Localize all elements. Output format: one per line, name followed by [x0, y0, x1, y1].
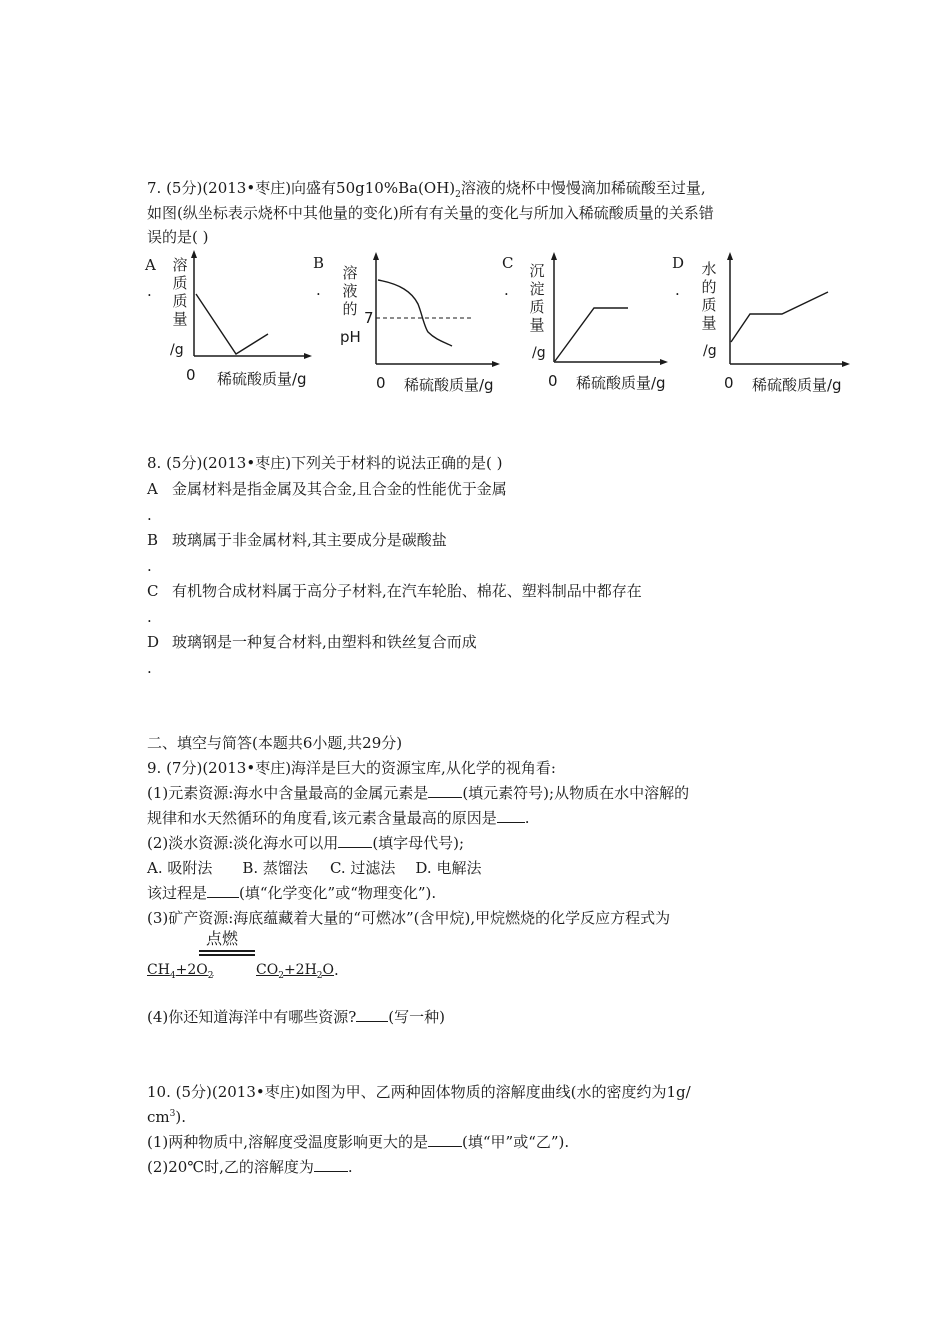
graph-d-yunit: /g [703, 343, 717, 359]
q8-option-d-dot: . [147, 659, 152, 677]
graph-d-ylabel: 水 的 质 量 [701, 260, 717, 332]
graph-b-x-arrow [492, 361, 500, 367]
graph-c-yunit: /g [532, 345, 546, 361]
graph-b-tick-7: 7 [364, 309, 374, 327]
q8-option-d-letter: D [147, 633, 160, 651]
graph-d-xlabel: 稀硫酸质量/g [752, 376, 842, 394]
graph-c-curve [555, 308, 628, 361]
graph-c-ylabel: 沉 淀 质 量 [529, 262, 545, 334]
graph-b-curve [378, 280, 452, 346]
q8-option-c-letter: C [147, 582, 159, 600]
graph-d-origin: 0 [724, 374, 734, 392]
graph-c-plot [548, 252, 668, 368]
q9-part2-options: A. 吸附法 B. 蒸馏法 C. 过滤法 D. 电解法 [147, 859, 482, 877]
q9-part4: (4)你还知道海洋中有哪些资源? (写一种) [147, 1008, 446, 1026]
q8-option-a-letter: A [147, 480, 158, 498]
q8-option-b-text: 玻璃属于非金属材料,其主要成分是碳酸盐 [172, 531, 447, 549]
q9-equation-right: $CO_2+2H_2O$ [256, 962, 335, 981]
q9-part1-line1: (1)元素资源:海水中含量最高的金属元素是 (填元素符号);从物质在水中溶解的 [147, 784, 690, 802]
graph-d-dot: . [675, 281, 680, 299]
graph-a-dot: . [147, 282, 152, 300]
q10-blank-1[interactable] [428, 1146, 462, 1147]
q9-equation-period: . [334, 961, 339, 979]
graph-b-ylabel: 溶 液 的 [342, 264, 358, 318]
graph-d-x-arrow [842, 361, 850, 367]
q8-option-b-dot: . [147, 557, 152, 575]
q8-stem: 8. (5分)(2013•枣庄)下列关于材料的说法正确的是( ) [147, 454, 503, 472]
graph-d-letter: D [672, 254, 685, 272]
graph-c-letter: C [502, 254, 514, 272]
graph-c-xlabel: 稀硫酸质量/g [576, 374, 666, 392]
q9-part3-line1: (3)矿产资源:海底蕴藏着大量的“可燃冰”(含甲烷),甲烷燃烧的化学反应方程式为 [147, 909, 671, 927]
q9-blank-5[interactable] [356, 1021, 388, 1022]
graph-d-curve [731, 292, 828, 342]
graph-a-y-arrow [191, 250, 197, 258]
q8-option-c-dot: . [147, 608, 152, 626]
graph-a-ylabel: 溶 质 质 量 [172, 256, 188, 328]
q9-blank-2[interactable] [497, 822, 525, 823]
q8-option-b-letter: B [147, 531, 159, 549]
graph-b-xlabel: 稀硫酸质量/g [404, 376, 494, 394]
graph-b-origin: 0 [376, 374, 386, 392]
q7-stem-line3: 误的是( ) [147, 228, 209, 246]
q9-equation-condition: 点燃 [206, 929, 239, 948]
q7-stem-line1: 7. (5分)(2013•枣庄)向盛有$50g10\%Ba(OH)_2$溶液的烧杯中慢慢滴加稀硫酸至过量, [147, 179, 706, 200]
q9-part2-line3: 该过程是 (填“化学变化”或“物理变化”). [147, 884, 437, 902]
q9-equation-left: $CH_4+2O_2$ [147, 962, 214, 981]
graph-d-plot [724, 252, 850, 368]
q8-option-a-dot: . [147, 506, 152, 524]
q10-part2: (2)20℃时,乙的溶解度为 . [147, 1158, 353, 1176]
q8-option-d-text: 玻璃钢是一种复合材料,由塑料和铁丝复合而成 [172, 633, 477, 651]
q9-blank-4[interactable] [207, 897, 239, 898]
graph-a-yunit: /g [170, 342, 184, 358]
graph-a-origin: 0 [186, 366, 196, 384]
q9-blank-3[interactable] [338, 847, 372, 848]
graph-c-y-arrow [551, 252, 557, 260]
q9-part2-line1: (2)淡水资源:淡化海水可以用 (填字母代号); [147, 834, 465, 852]
q9-blank-1[interactable] [428, 797, 462, 798]
graph-b-yunit: pH [340, 328, 361, 346]
q10-part1: (1)两种物质中,溶解度受温度影响更大的是 (填“甲”或“乙”). [147, 1133, 570, 1151]
q10-stem-line2: $cm^3$). [147, 1108, 186, 1126]
q9-equation-equals-top [199, 950, 255, 952]
q8-option-c-text: 有机物合成材料属于高分子材料,在汽车轮胎、棉花、塑料制品中都存在 [172, 582, 642, 600]
graph-a-xlabel: 稀硫酸质量/g [217, 370, 307, 388]
q9-equation-equals-bottom [199, 954, 255, 956]
q8-option-a-text: 金属材料是指金属及其合金,且合金的性能优于金属 [172, 480, 507, 498]
graph-b-y-arrow [373, 252, 379, 260]
graph-b-plot [370, 252, 500, 372]
graph-c-dot: . [504, 281, 509, 299]
graph-c-x-arrow [660, 359, 668, 365]
graph-b-dot: . [316, 281, 321, 299]
graph-c-origin: 0 [548, 372, 558, 390]
section-2-title: 二、填空与简答(本题共6小题,共29分) [147, 734, 403, 752]
graph-a-letter: A [145, 256, 156, 274]
graph-a-plot [188, 250, 313, 362]
q10-stem-line1: 10. (5分)(2013•枣庄)如图为甲、乙两种固体物质的溶解度曲线(水的密度约为1g/ [147, 1083, 691, 1101]
graph-a-curve [196, 294, 268, 354]
q9-part1-line2: 规律和水天然循环的角度看,该元素含量最高的原因是 . [147, 809, 530, 827]
q10-blank-2[interactable] [314, 1171, 348, 1172]
graph-a-x-arrow [304, 353, 312, 359]
q7-stem-line2: 如图(纵坐标表示烧杯中其他量的变化)所有有关量的变化与所加入稀硫酸质量的关系错 [147, 204, 714, 222]
graph-d-y-arrow [727, 252, 733, 260]
graph-b-letter: B [313, 254, 325, 272]
q9-stem: 9. (7分)(2013•枣庄)海洋是巨大的资源宝库,从化学的视角看: [147, 759, 556, 777]
